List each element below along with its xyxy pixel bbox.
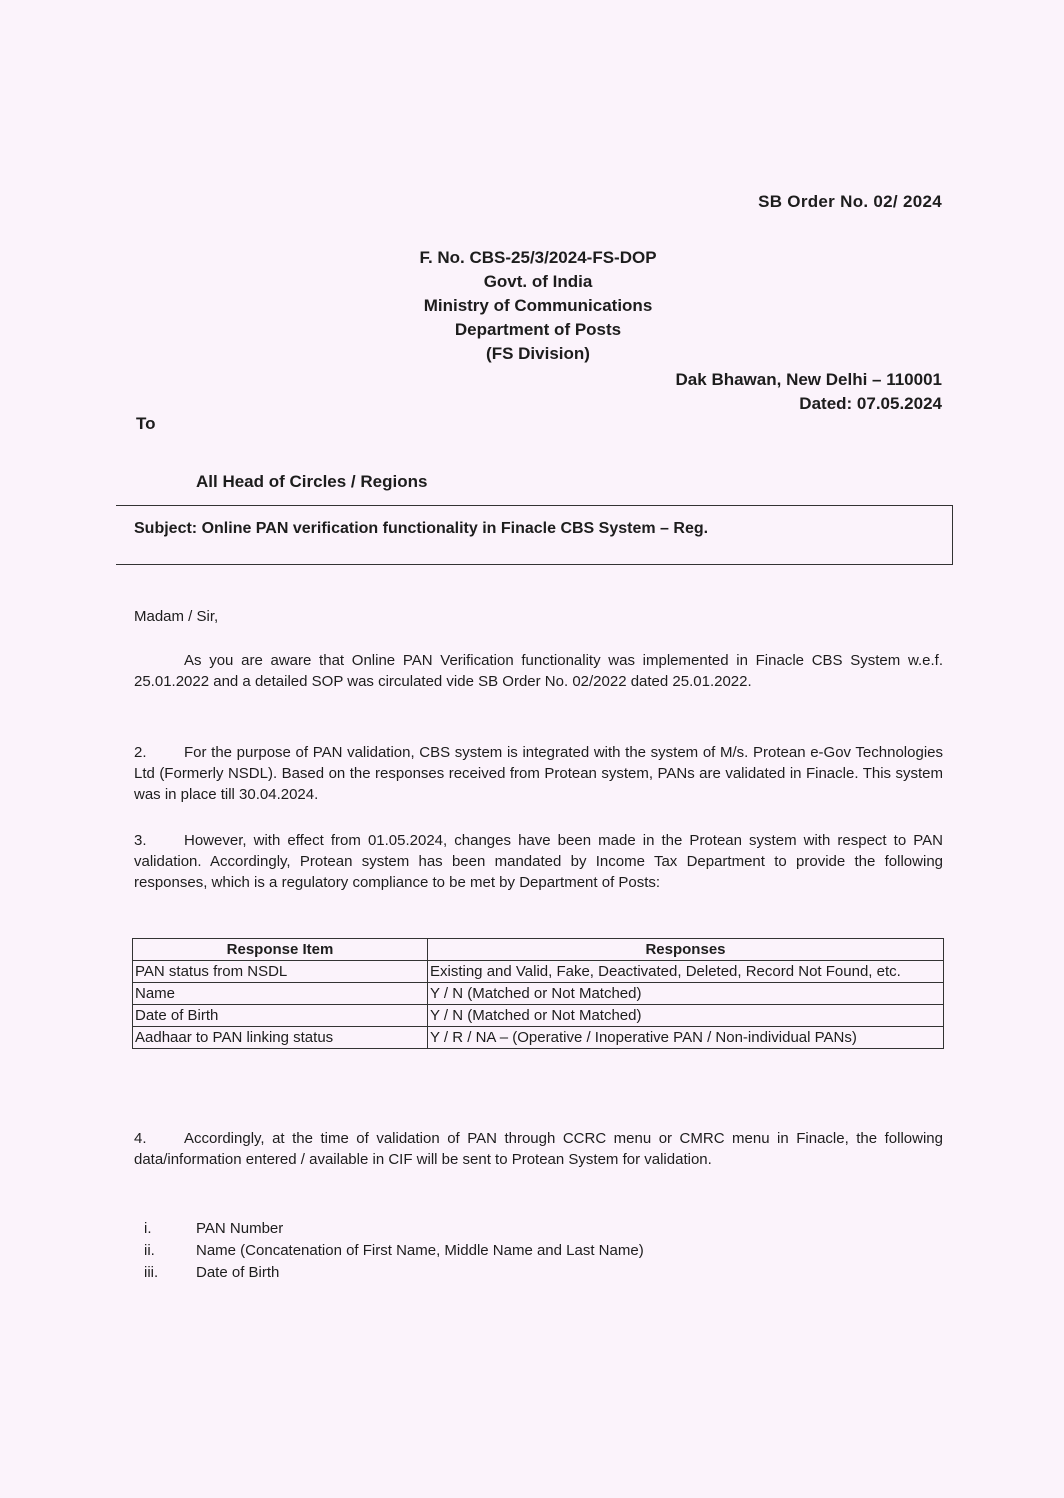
paragraph-1-text: As you are aware that Online PAN Verification functionality was implemented in Finacle CBS System w.e.f. 25.01.2022 and a detailed SOP was circulated vide SB Order No. 02/2022 dated 25.01.2022.	[134, 652, 943, 690]
paragraph-2-text: For the purpose of PAN validation, CBS system is integrated with the system of M/s. Protean e-Gov Technologies Ltd (Formerly NSDL). Based on the responses received from Protean system, PANs are validated in Finacle. This system was in place till 30.04.2024.	[134, 744, 943, 803]
division-name: (FS Division)	[486, 344, 590, 363]
letterhead	[338, 246, 738, 366]
table-row	[133, 1005, 944, 1027]
list-item	[134, 1218, 644, 1240]
list-item	[134, 1240, 644, 1262]
list-item-number: ii.	[144, 1242, 155, 1259]
department-name: Department of Posts	[454, 320, 622, 339]
table-header: Response Item	[133, 939, 428, 961]
table-header: Responses	[428, 939, 944, 961]
table-cell: Y / N (Matched or Not Matched)	[428, 1005, 944, 1027]
office-address: Dak Bhawan, New Delhi – 110001	[675, 370, 942, 389]
table-cell: Aadhaar to PAN linking status	[133, 1027, 428, 1049]
paragraph-4	[134, 1128, 943, 1170]
order-number: SB Order No. 02/ 2024	[758, 192, 942, 211]
ministry-name: Ministry of Communications	[423, 296, 653, 315]
table-row	[133, 983, 944, 1005]
address-block	[676, 368, 942, 416]
table-row	[133, 1027, 944, 1049]
subject-line	[134, 520, 708, 538]
paragraph-4-text: Accordingly, at the time of validation of PAN through CCRC menu or CMRC menu in Finacle, the following data/information entered / available in CIF will be sent to Protean System for validation.	[134, 1130, 943, 1168]
table-header-row	[133, 939, 944, 961]
paragraph-3	[134, 830, 943, 893]
table-cell: Name	[133, 983, 428, 1005]
table-row	[133, 961, 944, 983]
addressee: All Head of Circles / Regions	[196, 472, 428, 491]
list-item-text: Date of Birth	[196, 1264, 280, 1281]
to-label: To	[136, 414, 156, 433]
govt-name: Govt. of India	[483, 272, 593, 291]
salutation: Madam / Sir,	[134, 608, 219, 625]
list-item-number: i.	[144, 1220, 152, 1237]
list-item	[134, 1262, 644, 1284]
table-cell: Y / N (Matched or Not Matched)	[428, 983, 944, 1005]
issue-date: Dated: 07.05.2024	[799, 394, 942, 413]
paragraph-2	[134, 742, 943, 805]
list-item-text: PAN Number	[196, 1220, 284, 1237]
validation-fields-list	[134, 1218, 644, 1284]
table-cell: PAN status from NSDL	[133, 961, 428, 983]
table-cell: Date of Birth	[133, 1005, 428, 1027]
paragraph-3-number: 3.	[134, 832, 147, 849]
subject-label: Subject:	[134, 520, 198, 537]
response-table	[132, 938, 944, 1049]
list-item-number: iii.	[144, 1264, 159, 1281]
table-cell: Y / R / NA – (Operative / Inoperative PAN / Non-individual PANs)	[428, 1027, 944, 1049]
file-number: F. No. CBS-25/3/2024-FS-DOP	[419, 248, 657, 267]
table-cell: Existing and Valid, Fake, Deactivated, Deleted, Record Not Found, etc.	[428, 961, 944, 983]
paragraph-4-number: 4.	[134, 1130, 147, 1147]
paragraph-3-text: However, with effect from 01.05.2024, changes have been made in the Protean system with respect to PAN validation. Accordingly, Protean system has been mandated by Income Tax Department to provide the following responses, which is a regulatory compliance to be met by Department of Posts:	[134, 832, 943, 891]
paragraph-2-number: 2.	[134, 744, 147, 761]
subject-text: Online PAN verification functionality in Finacle CBS System – Reg.	[201, 520, 709, 537]
paragraph-1	[134, 650, 943, 692]
list-item-text: Name (Concatenation of First Name, Middle Name and Last Name)	[196, 1242, 644, 1259]
